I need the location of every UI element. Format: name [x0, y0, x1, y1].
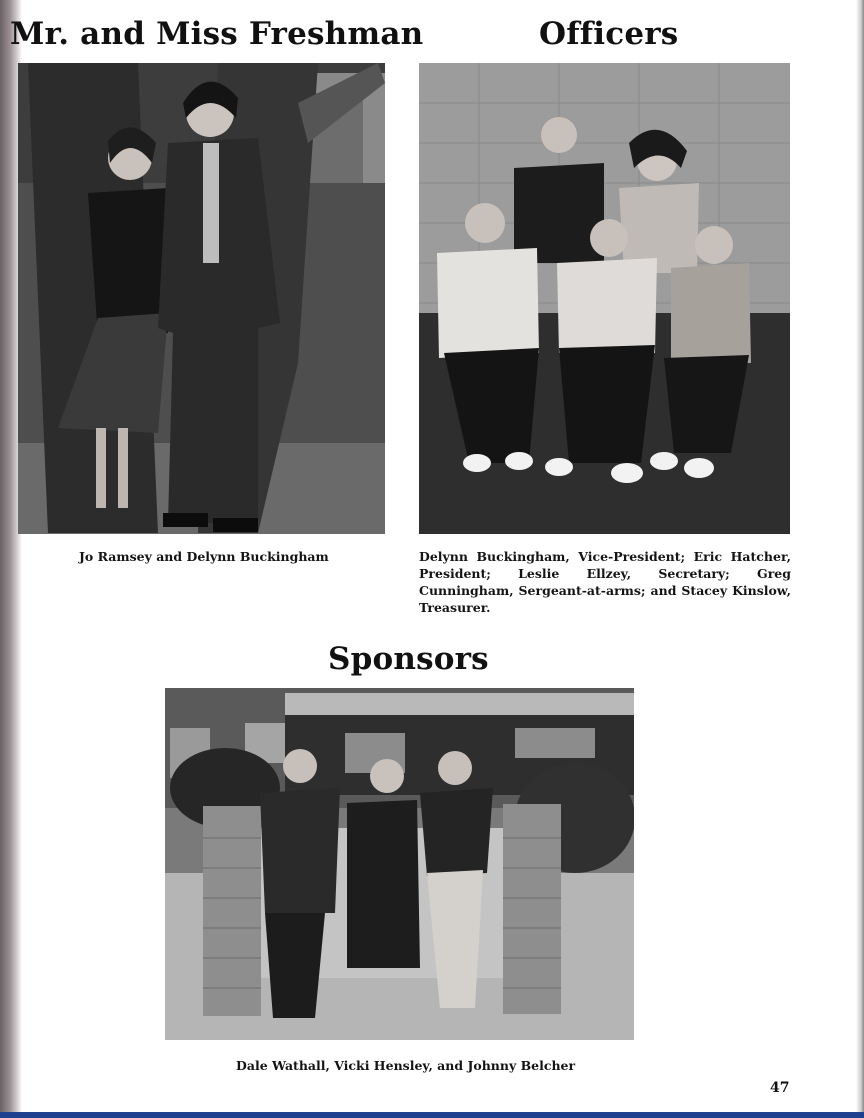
sponsors-photo	[165, 688, 634, 1040]
page-number: 47	[770, 1080, 790, 1096]
officers-heading: Officers	[539, 16, 679, 52]
page-edge-shadow	[856, 0, 864, 1118]
group-photo-icon	[419, 63, 790, 534]
sponsors-heading: Sponsors	[328, 641, 489, 677]
sponsors-photo-icon	[165, 688, 634, 1040]
freshman-heading: Mr. and Miss Freshman	[10, 16, 424, 52]
freshman-photo	[18, 63, 385, 534]
freshman-caption: Jo Ramsey and Delynn Buckingham	[79, 549, 329, 564]
sponsors-caption: Dale Wathall, Vicki Hensley, and Johnny Belcher	[236, 1058, 576, 1073]
page-bottom-edge	[0, 1112, 864, 1118]
couple-photo-icon	[18, 63, 385, 534]
officers-photo	[419, 63, 790, 534]
officers-caption: Delynn Buckingham, Vice-President; Eric Hatcher, President; Leslie Ellzey, Secretary; Greg Cunningham, Sergeant-at-arms; and Stacey Kinslow, Treasurer.	[419, 549, 791, 615]
